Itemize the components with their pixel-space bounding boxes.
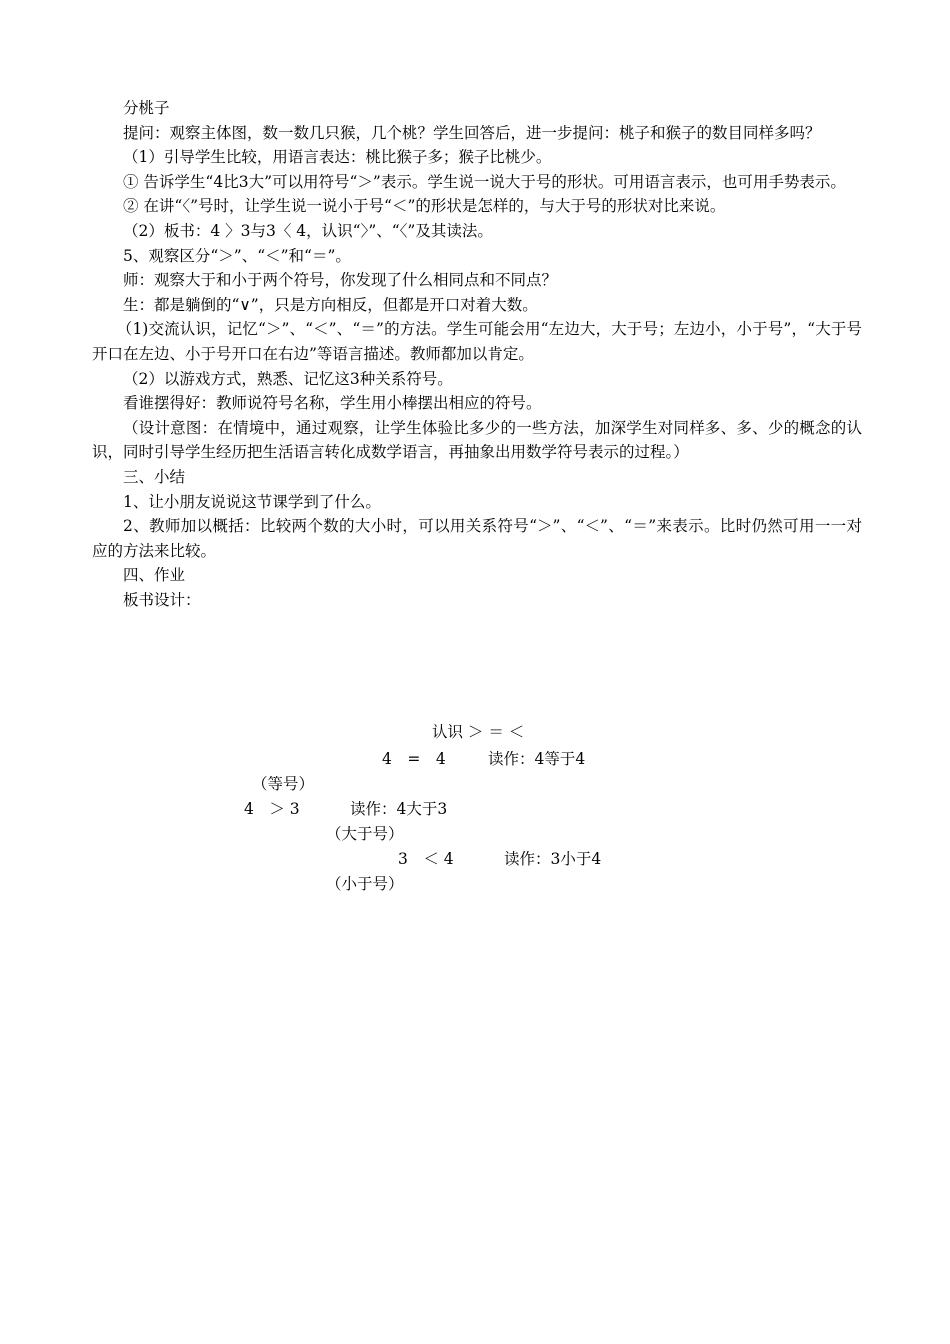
section-board-design-heading: 板书设计： — [123, 590, 201, 609]
board-less-name: （小于号） — [326, 875, 404, 893]
paragraph-compare-intro: （1）引导学生比较，用语言表达：桃比猴子多；猴子比桃少。 — [123, 148, 552, 167]
paragraph-teacher-prompt: 师：观察大于和小于两个符号，你发现了什么相同点和不同点？ — [123, 271, 558, 290]
paragraph-game: （2）以游戏方式，熟悉、记忆这3种关系符号。 — [123, 369, 453, 388]
board-equal-name: （等号） — [252, 775, 315, 793]
paragraph-summary-2: 2、教师加以概括：比较两个数的大小时，可以用关系符号“＞”、“＜”、“＝”来表示。比时仍然可用一一对应的方法来比较。 — [92, 517, 862, 560]
paragraph-blackboard-note: （2）板书：4 〉3与3〈 4，认识“〉”、“〈”及其读法。 — [123, 221, 493, 240]
board-less-reading: 读作：3小于4 — [504, 850, 602, 868]
board-greater-expression: 4 ＞ 3 — [244, 800, 300, 818]
board-greater-name: （大于号） — [326, 825, 404, 843]
section-homework-heading: 四、作业 — [123, 566, 186, 585]
board-title: 认识 ＞ ＝ ＜ — [432, 723, 525, 741]
paragraph-heading-peaches: 分桃子 — [123, 99, 170, 117]
paragraph-student-answer: 生：都是躺倒的“∨”，只是方向相反，但都是开口对着大数。 — [123, 295, 538, 314]
board-equal-expression: 4 = 4 — [382, 750, 446, 768]
paragraph-summary-1: 1、让小朋友说说这节课学到了什么。 — [123, 492, 381, 511]
section-summary-heading: 三、小结 — [123, 467, 186, 486]
paragraph-question: 提问：观察主体图，数一数几只猴，几个桃？学生回答后，进一步提问：桃子和猴子的数目同样多吗？ — [123, 123, 821, 142]
paragraph-greater-sign: ① 告诉学生“4比3大”可以用符号“＞”表示。学生说一说大于号的形状。可用语言表示，也可用手势表示。 — [123, 172, 846, 191]
paragraph-design-intent: （设计意图：在情境中，通过观察，让学生体验比多少的一些方法，加深学生对同样多、多、少的概念的认识，同时引导学生经历把生活语言转化成数学语言，再抽象出用数学符号表示的过程。） — [92, 418, 862, 462]
paragraph-stick-game: 看谁摆得好：教师说符号名称，学生用小棒摆出相应的符号。 — [123, 394, 542, 413]
paragraph-memory-methods: （1)交流认识，记忆“＞”、“＜”、“＝”的方法。学生可能会用“左边大，大于号；左边小，小于号”，“大于号开口在左边、小于号开口在右边”等语言描述。教师都加以肯定。 — [92, 320, 862, 363]
paragraph-less-sign: ② 在讲“〈”号时，让学生说一说小于号“＜”的形状是怎样的，与大于号的形状对比来说。 — [123, 197, 726, 216]
board-greater-reading: 读作：4大于3 — [350, 800, 448, 818]
board-equal-reading: 读作：4等于4 — [488, 750, 586, 768]
paragraph-observe-signs: 5、观察区分“＞”、“＜”和“＝”。 — [123, 246, 351, 265]
board-less-expression: 3 ＜ 4 — [398, 850, 454, 868]
lesson-body — [92, 96, 862, 612]
